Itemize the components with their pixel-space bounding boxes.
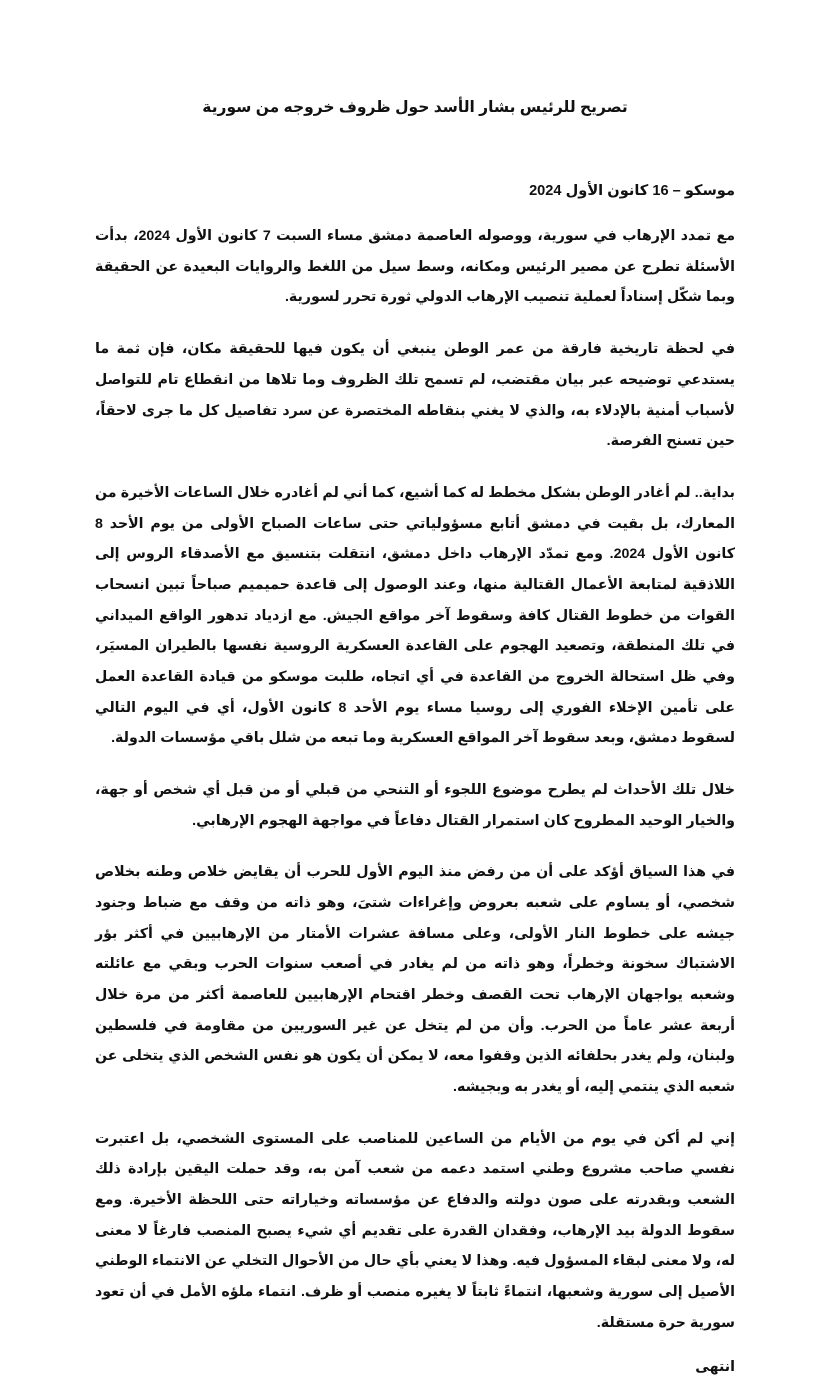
paragraph: خلال تلك الأحداث لم يطرح موضوع اللجوء أو التنحي من قبلي أو من قبل أي شخص أو جهة، والخيار الوحيد المطروح كان استمرار القتال دفاعاً في مواجهة الهجوم الإرهابي. [95, 781, 735, 829]
paragraph: إني لم أكن في يوم من الأيام من الساعين للمناصب على المستوى الشخصي، بل اعتبرت نفسي صاحب مشروع وطني استمد دعمه من شعب آمن به، وقد حملت اليقين بإرادة ذلك الشعب وبقدرته على صون دولته والدفاع عن مؤسساته وخياراته حتى اللحظة الأخيرة. ومع سقوط الدولة بيد الإرهاب، وفقدان القدرة على تقديم أي شيء يصبح المنصب فارغاً لا معنى له، ولا معنى لبقاء المسؤول فيه. وهذا لا يعني بأي حال من الأحوال التخلي عن الانتماء الوطني الأصيل إلى سورية وشعبها، انتماءً ثابتاً لا يغيره منصب أو ظرف. انتماء ملؤه الأمل في أن تعود سورية حرة مستقلة. [95, 1130, 735, 1331]
paragraph: في لحظة تاريخية فارقة من عمر الوطن ينبغي أن يكون فيها للحقيقة مكان، فإن ثمة ما يستدعي توضيحه عبر بيان مقتضب، لم تسمح تلك الظروف وما تلاها من انقطاع تام للتواصل لأسباب أمنية بالإدلاء به، والذي لا يغني بنقاطه المختصرة عن سرد تفاصيل كل ما جرى لاحقاً، حين تسنح الفرصة. [95, 341, 735, 450]
dateline: موسكو – 16 كانون الأول 2024 [529, 183, 735, 200]
paragraph: مع تمدد الإرهاب في سورية، ووصوله العاصمة دمشق مساء السبت 7 كانون الأول 2024، بدأت الأسئلة تطرح عن مصير الرئيس ومكانه، وسط سيل من اللغط والروايات البعيدة عن الحقيقة وبما شكّل إسناداً لعملية تنصيب الإرهاب الدولي ثورة تحرر لسورية. [95, 228, 735, 306]
document-body [95, 203, 735, 1338]
page-title: تصريح للرئيس بشار الأسد حول ظروف خروجه من سورية [202, 99, 628, 116]
paragraph: بداية.. لم أغادر الوطن بشكل مخطط له كما أشيع، كما أني لم أغادره خلال الساعات الأخيرة من المعارك، بل بقيت في دمشق أتابع مسؤولياتي حتى ساعات الصباح الأولى من يوم الأحد 8 كانون الأول 2024. ومع تمدّد الإرهاب داخل دمشق، انتقلت بتنسيق مع الأصدقاء الروس إلى اللاذقية لمتابعة الأعمال القتالية منها، وعند الوصول إلى قاعدة حميميم صباحاً تبين انسحاب القوات من خطوط القتال كافة وسقوط آخر مواقع الجيش. مع ازدياد تدهور الواقع الميداني في تلك المنطقة، وتصعيد الهجوم على القاعدة العسكرية الروسية نفسها بالطيران المسيَر، وفي ظل استحالة الخروج من القاعدة في أي اتجاه، طلبت موسكو من قيادة القاعدة العمل على تأمين الإخلاء الفوري إلى روسيا مساء يوم الأحد 8 كانون الأول، أي في اليوم التالي لسقوط دمشق، وبعد سقوط آخر المواقع العسكرية وما تبعه من شلل باقي مؤسسات الدولة. [95, 484, 735, 747]
closing-note: انتهى [695, 1359, 735, 1376]
paragraph: في هذا السياق أؤكد على أن من رفض منذ اليوم الأول للحرب أن يقايض خلاص وطنه بخلاص شخصي، أو يساوم على شعبه بعروض وإغراءات شتىَ، وهو ذاته من وقف مع ضباط وجنود جيشه على خطوط النار الأولى، وعلى مسافة عشرات الأمتار من الإرهابيين في أكثر بؤر الاشتباك سخونة وخطراً، وهو ذاته من لم يغادر في أصعب سنوات الحرب وبقي مع عائلته وشعبه يواجهان الإرهاب تحت القصف وخطر اقتحام الإرهابيين للعاصمة أكثر من مرة خلال أربعة عشر عاماً من الحرب. وأن من لم يتخل عن غير السوريين من مقاومة في فلسطين ولبنان، ولم يغدر بحلفائه الذين وقفوا معه، لا يمكن أن يكون هو نفس الشخص الذي يتخلى عن شعبه الذي ينتمي إليه، أو يغدر به وبجيشه. [95, 864, 735, 1095]
